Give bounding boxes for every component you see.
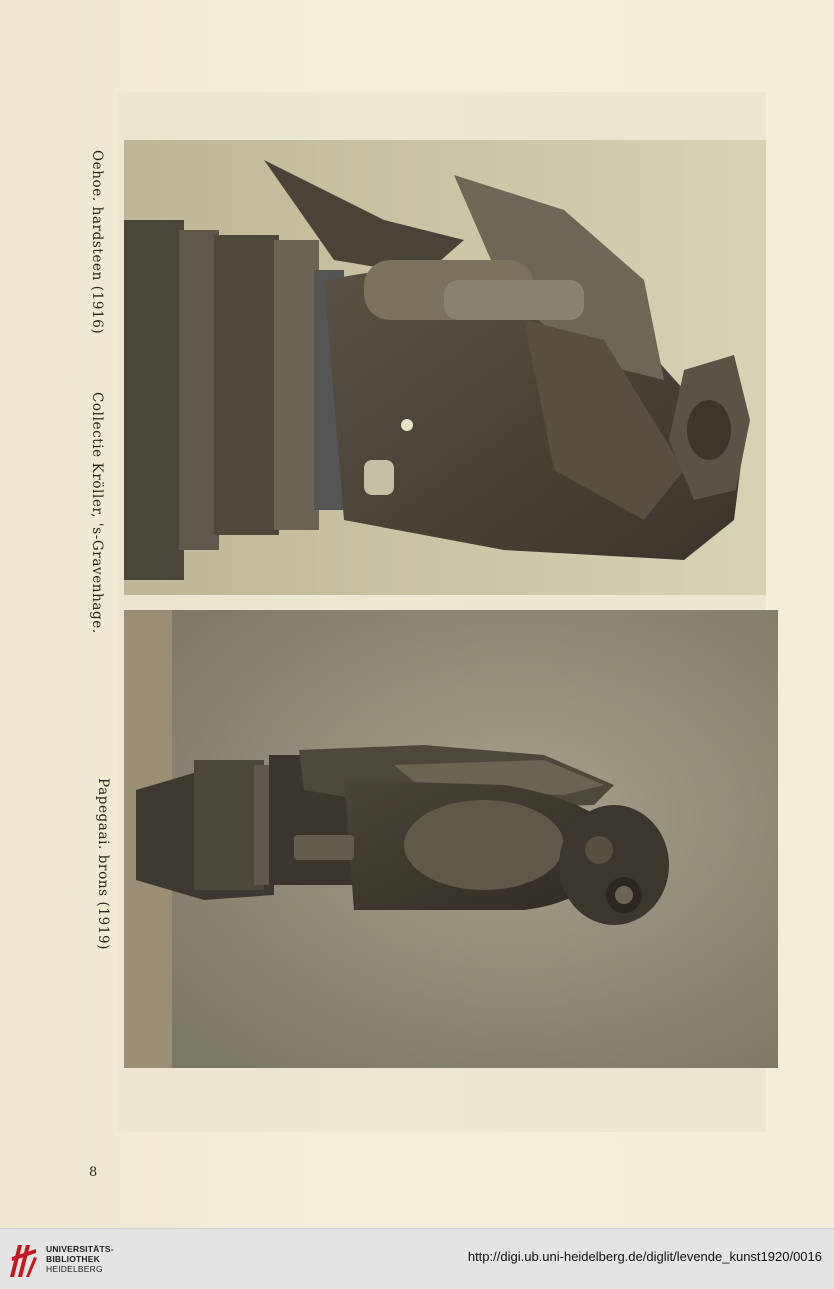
library-logo-text — [46, 1244, 114, 1274]
owl-caption-title: Oehoe. hardsteen (1916) — [89, 150, 105, 335]
footer-bar — [0, 1228, 834, 1289]
owl-sculpture-photo — [124, 140, 766, 595]
document-url-link[interactable]: http://digi.ub.uni-heidelberg.de/diglit/levende_kunst1920/0016 — [467, 1249, 822, 1264]
page-number: 8 — [89, 1165, 98, 1180]
owl-caption-collection: Collectie Kröller, 's-Gravenhage. — [89, 392, 105, 634]
logo-line-1: UNIVERSITÄTS- — [46, 1244, 114, 1254]
parrot-caption: Papegaai. brons (1919) — [95, 778, 111, 951]
heidelberg-logo-icon — [8, 1237, 38, 1281]
logo-line-3: HEIDELBERG — [46, 1264, 103, 1274]
parrot-sculpture-photo — [124, 610, 778, 1068]
logo-line-2: BIBLIOTHEK — [46, 1254, 100, 1264]
